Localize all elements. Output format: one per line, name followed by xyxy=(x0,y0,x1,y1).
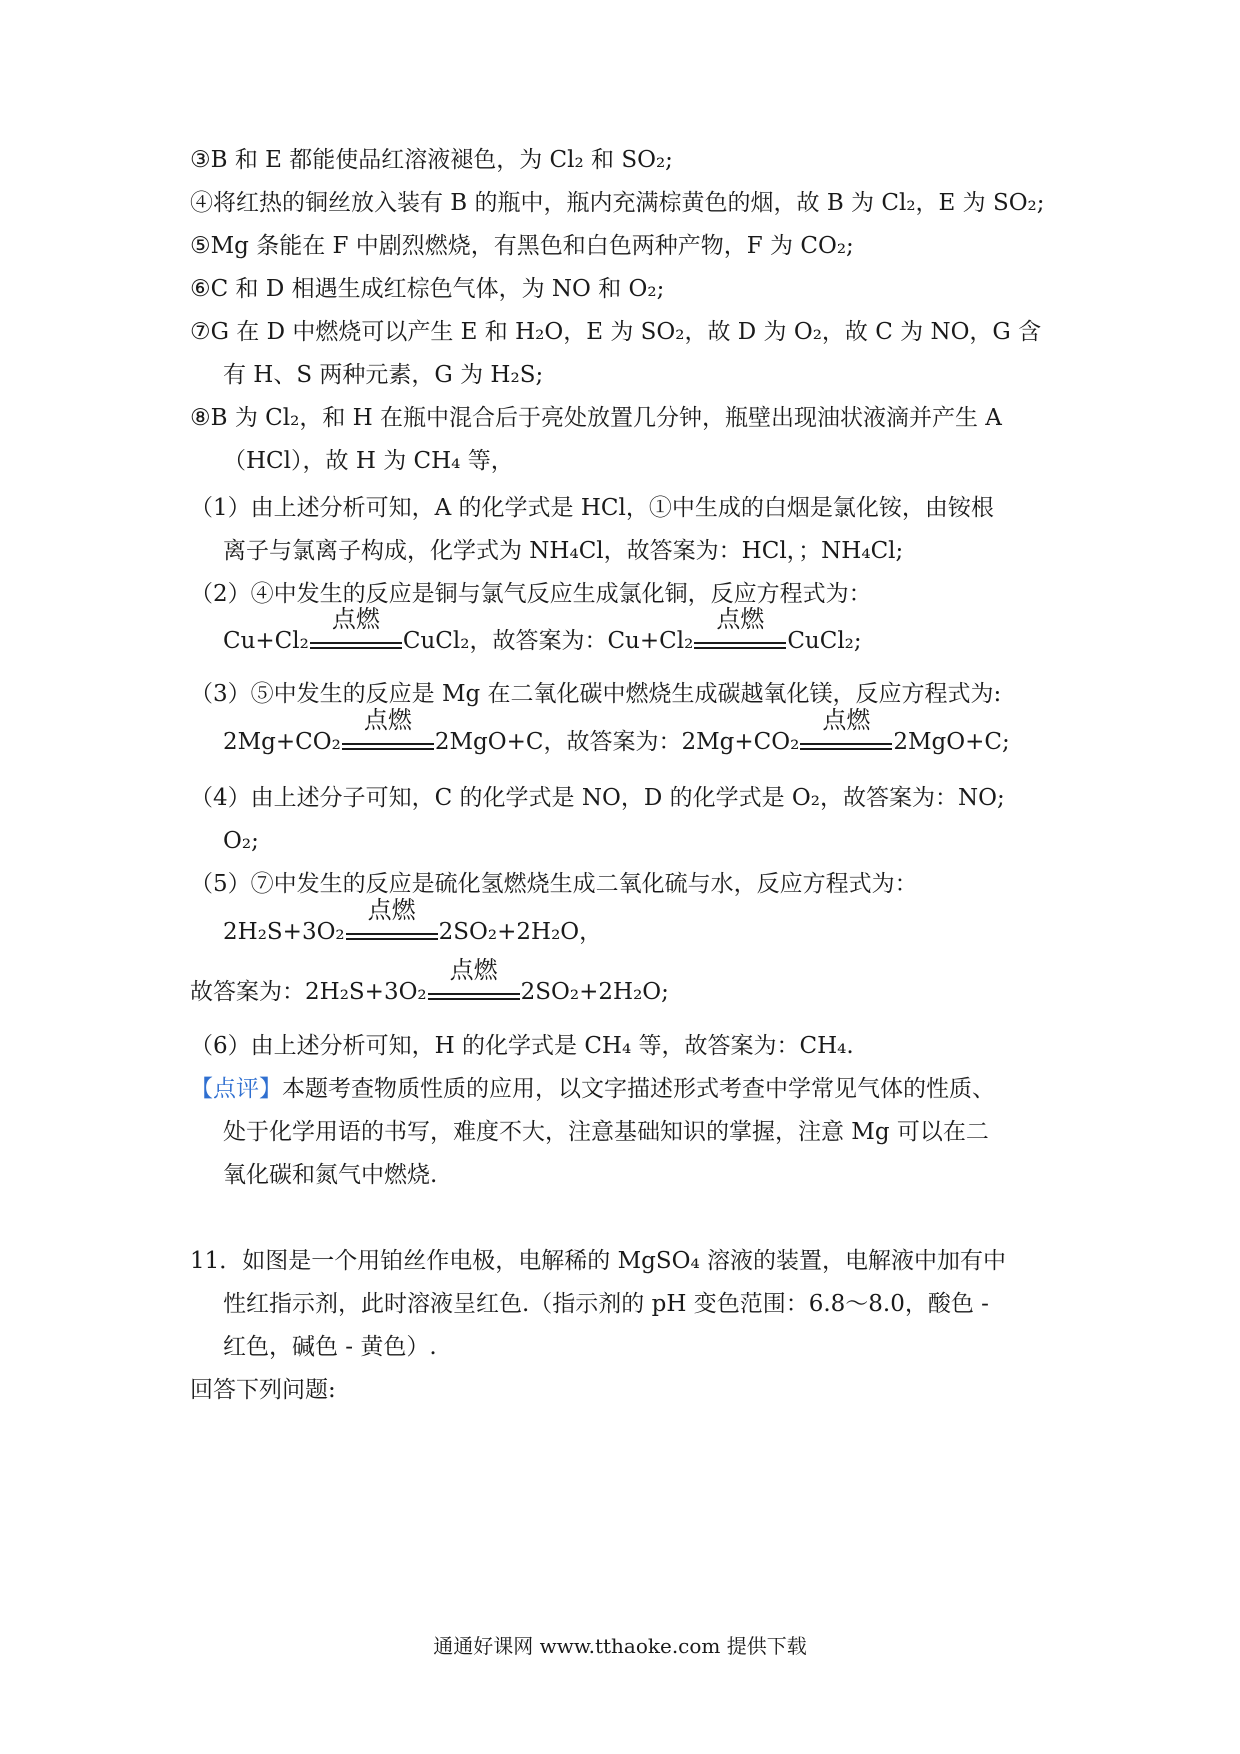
ans5-left: 2H₂S+3O₂ xyxy=(305,979,427,1005)
answer-3a: （3）⑤中发生的反应是 Mg 在二氧化碳中燃烧生成碳越氧化镁，反应方程式为: xyxy=(190,681,1002,707)
answer-1a: （1）由上述分析可知，A 的化学式是 HCl，①中生成的白烟是氯化铵，由铵根 xyxy=(190,495,994,521)
eq2-left: Cu+Cl₂ xyxy=(223,628,309,654)
reaction-arrow xyxy=(800,706,892,758)
question-11-line-c: 红色，碱色 - 黄色）. xyxy=(223,1334,437,1360)
answer-3-equation xyxy=(223,706,1010,758)
reaction-condition: 点燃 xyxy=(449,956,498,984)
question-11-line-b: 性红指示剂，此时溶液呈红色.（指示剂的 pH 变色范围：6.8～8.0，酸色 - xyxy=(223,1291,989,1317)
answer-5-final xyxy=(190,956,669,1008)
analysis-line-8a: ⑧B 为 Cl₂，和 H 在瓶中混合后于亮处放置几分钟，瓶壁出现油状液滴并产生 A xyxy=(190,405,1002,431)
eq3-answer-prefix: ，故答案为： xyxy=(543,729,682,755)
analysis-line-5: ⑤Mg 条能在 F 中剧烈燃烧，有黑色和白色两种产物，F 为 CO₂; xyxy=(190,233,854,259)
answer-2-equation xyxy=(223,605,862,657)
analysis-line-7a: ⑦G 在 D 中燃烧可以产生 E 和 H₂O，E 为 SO₂，故 D 为 O₂，故 C 为 NO，G 含 xyxy=(190,319,1042,345)
review-line-b: 处于化学用语的书写，难度不大，注意基础知识的掌握，注意 Mg 可以在二 xyxy=(223,1119,989,1145)
eq5-left: 2H₂S+3O₂ xyxy=(223,919,345,945)
reaction-condition: 点燃 xyxy=(822,706,871,734)
review-tag: 【点评】 xyxy=(190,1076,282,1102)
reaction-arrow xyxy=(694,605,786,657)
answer-4b: O₂; xyxy=(223,828,259,854)
reaction-arrow xyxy=(310,605,402,657)
reaction-condition: 点燃 xyxy=(716,605,765,633)
analysis-line-6: ⑥C 和 D 相遇生成红棕色气体，为 NO 和 O₂; xyxy=(190,276,665,302)
reaction-condition: 点燃 xyxy=(363,706,412,734)
answer-4a: （4）由上述分子可知，C 的化学式是 NO，D 的化学式是 O₂，故答案为：NO; xyxy=(190,785,1005,811)
eq2-answer-left: Cu+Cl₂ xyxy=(607,628,694,654)
eq2-right: CuCl₂ xyxy=(402,628,470,654)
ans5-right: 2SO₂+2H₂O; xyxy=(520,979,669,1005)
analysis-line-4: ④将红热的铜丝放入装有 B 的瓶中，瓶内充满棕黄色的烟，故 B 为 Cl₂，E 为 SO₂; xyxy=(190,190,1045,216)
review-line-a xyxy=(190,1073,995,1105)
reaction-arrow xyxy=(428,956,520,1008)
page-footer: 通通好课网 www.tthaoke.com 提供下载 xyxy=(433,1634,807,1658)
ans5-prefix: 故答案为： xyxy=(190,979,305,1005)
analysis-line-8b: （HCl），故 H 为 CH₄ 等， xyxy=(223,448,514,474)
answer-6: （6）由上述分析可知，H 的化学式是 CH₄ 等，故答案为：CH₄. xyxy=(190,1033,854,1059)
eq2-answer-right: CuCl₂; xyxy=(787,628,862,654)
question-11-line-d: 回答下列问题: xyxy=(190,1377,336,1403)
eq3-answer-left: 2Mg+CO₂ xyxy=(681,729,800,755)
reaction-condition: 点燃 xyxy=(367,896,416,924)
answer-1b: 离子与氯离子构成，化学式为 NH₄Cl，故答案为：HCl，；NH₄Cl; xyxy=(223,538,904,564)
reaction-condition: 点燃 xyxy=(331,605,380,633)
answer-2a: （2）④中发生的反应是铜与氯气反应生成氯化铜，反应方程式为： xyxy=(190,581,872,607)
eq3-answer-right: 2MgO+C; xyxy=(893,729,1010,755)
analysis-line-7b: 有 H、S 两种元素，G 为 H₂S; xyxy=(223,362,544,388)
reaction-arrow xyxy=(346,896,438,948)
answer-5a: （5）⑦中发生的反应是硫化氢燃烧生成二氧化硫与水，反应方程式为： xyxy=(190,871,918,897)
question-11-line-a: 11．如图是一个用铂丝作电极，电解稀的 MgSO₄ 溶液的装置，电解液中加有中 xyxy=(190,1248,1006,1274)
eq3-right: 2MgO+C xyxy=(434,729,544,755)
eq2-answer-prefix: ，故答案为： xyxy=(469,628,608,654)
reaction-arrow xyxy=(342,706,434,758)
review-text-a: 本题考查物质性质的应用，以文字描述形式考查中学常见气体的性质、 xyxy=(282,1076,995,1102)
eq5-right: 2SO₂+2H₂O， xyxy=(438,919,603,945)
review-line-c: 氧化碳和氮气中燃烧. xyxy=(223,1162,438,1188)
answer-5-equation xyxy=(223,896,603,948)
eq3-left: 2Mg+CO₂ xyxy=(223,729,341,755)
analysis-line-3: ③B 和 E 都能使品红溶液褪色，为 Cl₂ 和 SO₂; xyxy=(190,147,673,173)
